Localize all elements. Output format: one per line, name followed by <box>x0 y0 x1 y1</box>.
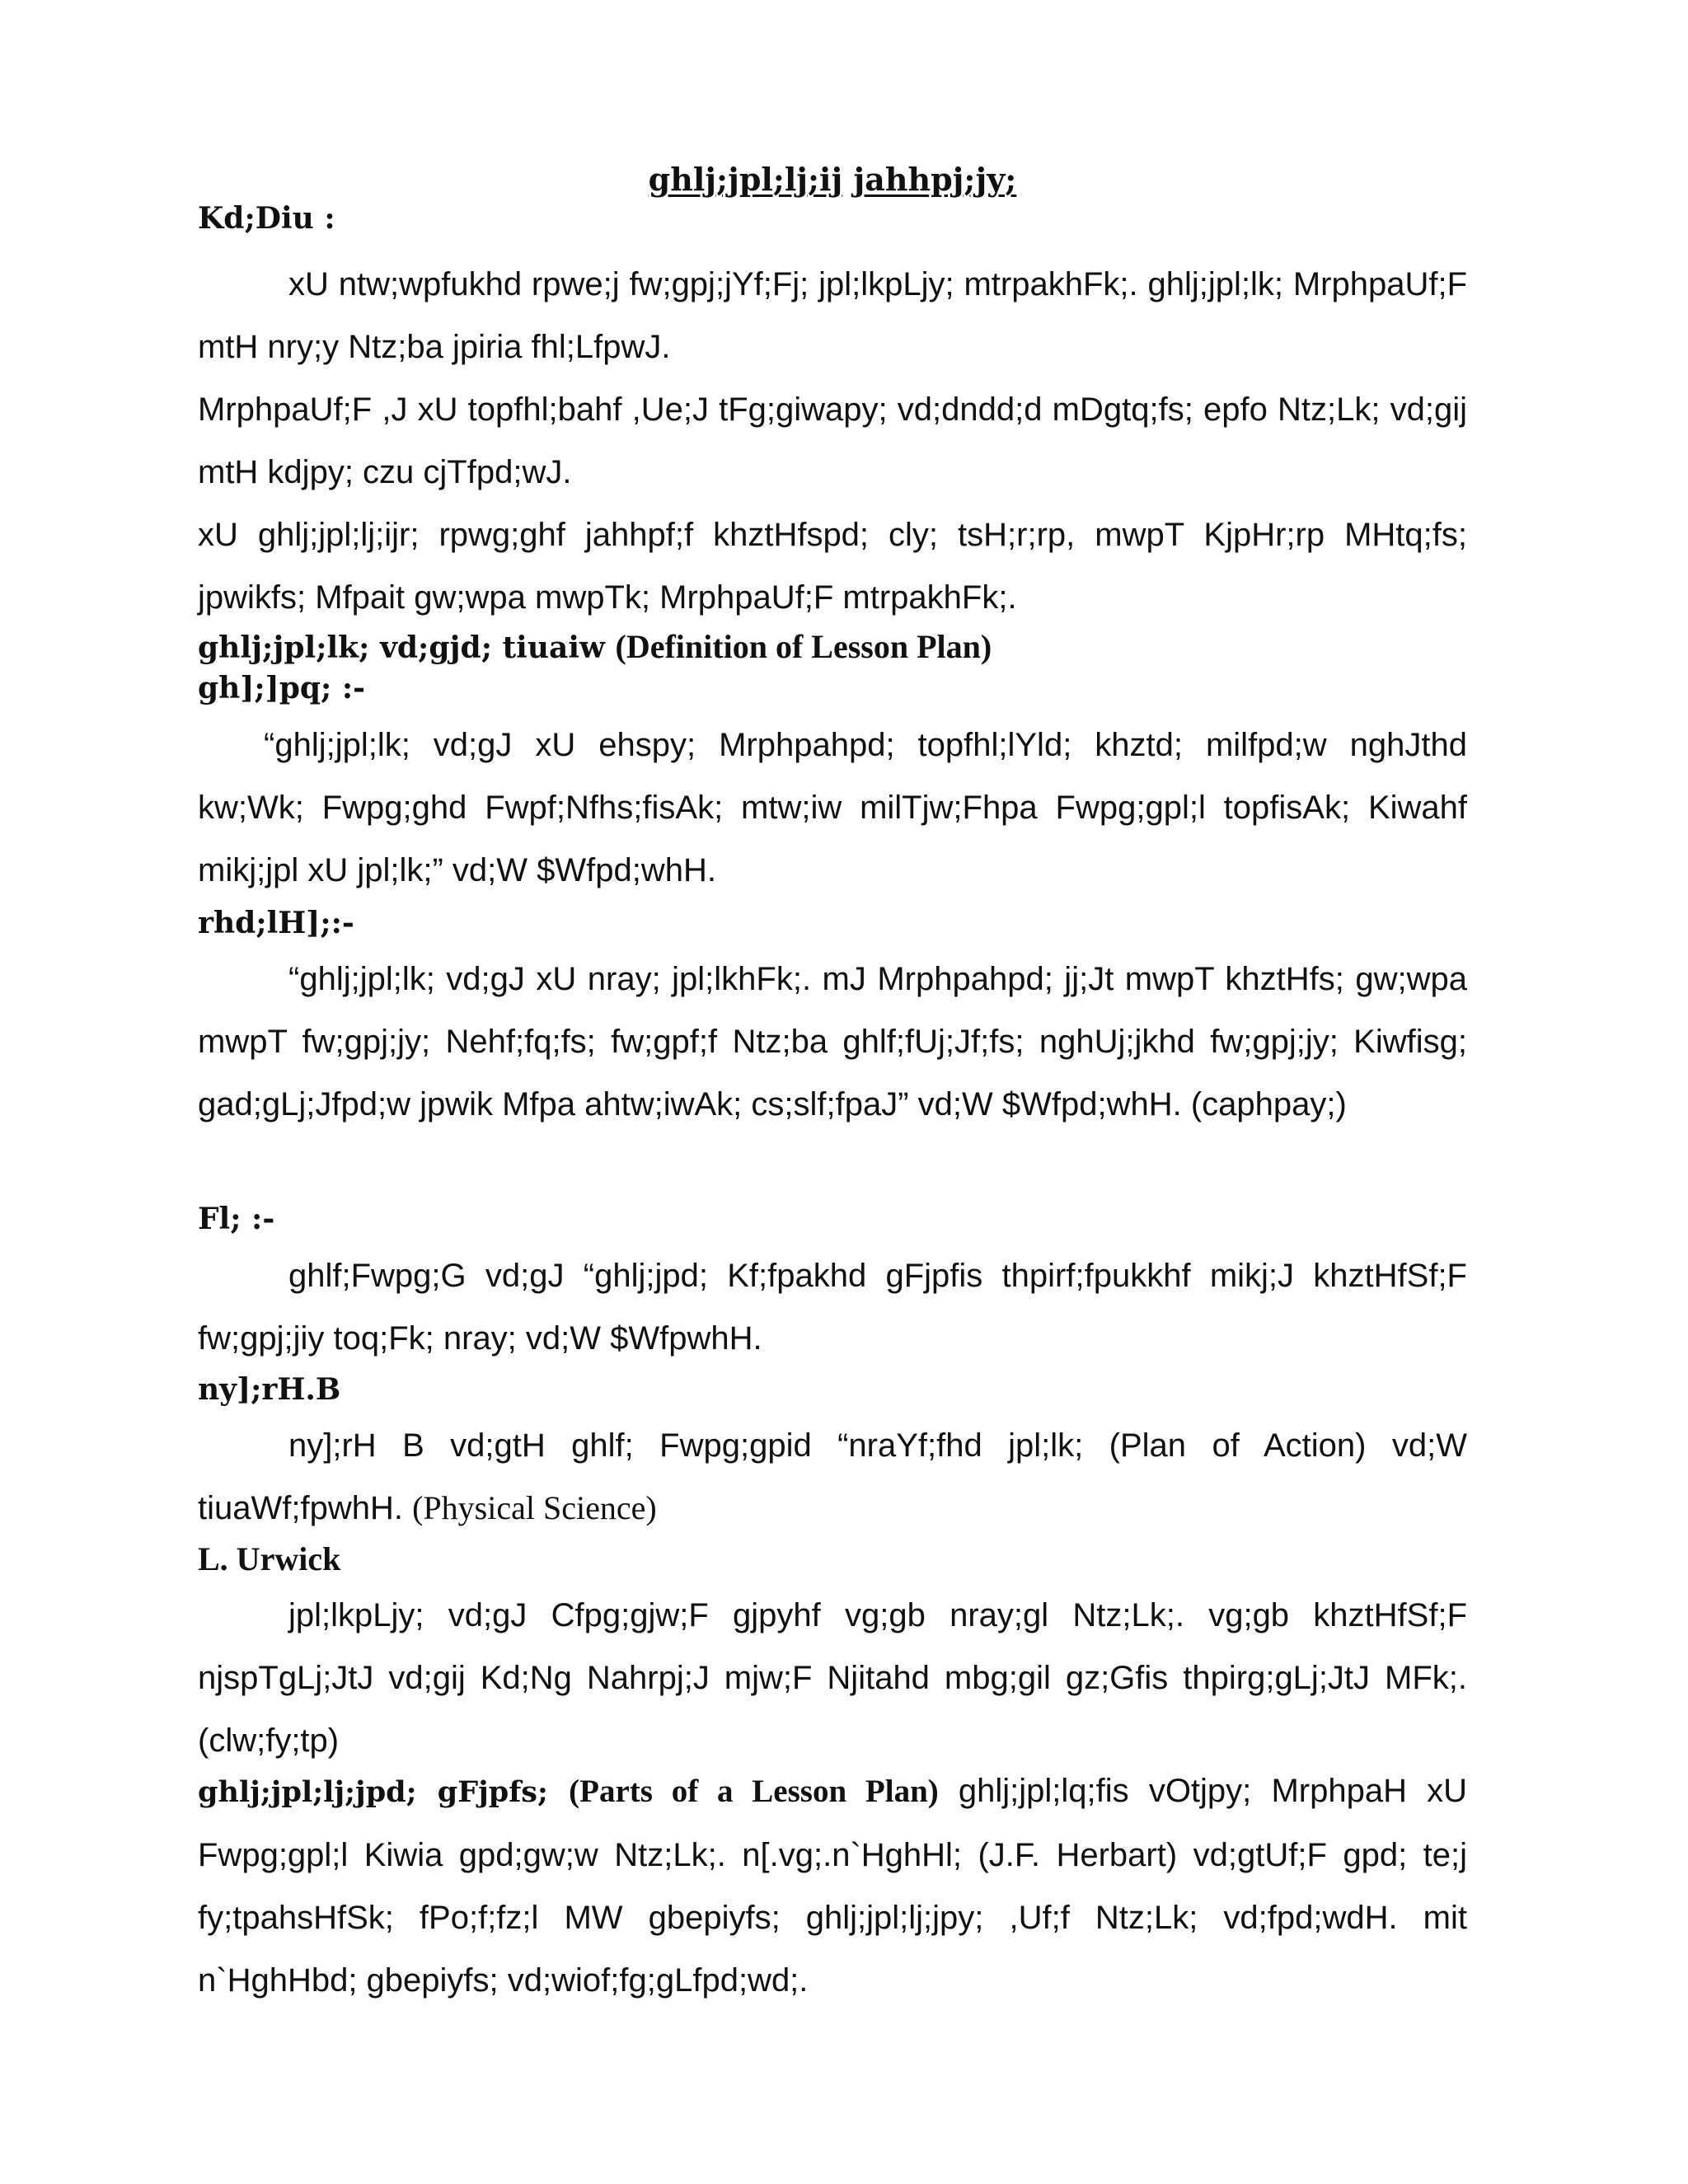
intro-paragraph-1: xU ntw;wpfukhd rpwe;j fw;gpj;jYf;Fj; jpl;lkpLjy; mtrpakhFk;. ghlj;jpl;lk; MrphpaUf;F mtH nry;y Ntz;ba jpiria fhl;LfpwJ. <box>198 266 1467 365</box>
intro-heading: Kd;Diu : <box>198 201 335 236</box>
lesson-plan-parts-paragraph <box>198 1760 1467 2012</box>
definition-text-4-body: ny];rH B vd;gtH ghlf; Fwpg;gpid “nraYf;fhd jpl;lk; (Plan of Action) vd;W tiuaWf;fpwhH. <box>198 1427 1467 1526</box>
definition-heading-tamil: ghlj;jpl;lk; vd;gjd; tiuaiw <box>198 630 616 665</box>
parts-text: ghlj;jpl;lq;fis vOtjpy; MrphpaH xU Fwpg;gpl;l Kiwia gpd;gw;w Ntz;Lk;. n[.vg;.n`HghHl; (J.F. Herbart) vd;gtUf;F gpd; te;j fy;tpahsHfSk; fPo;f;fz;l MW gbepiyfs; ghlj;jpl;lj;jpy; ,Uf;f Ntz;Lk; vd;fpd;wdH. mit n`HghHbd; gbepiyfs; vd;wiof;fg;gLfpd;wd;. <box>198 1773 1467 1999</box>
definition-text-4 <box>198 1414 1467 1540</box>
definition-text-5: jpl;lkpLjy; vd;gJ Cfpg;gjw;F gjpyhf vg;gb nray;gl Ntz;Lk;. vg;gb khztHfSf;F njspTgLj;JtJ vd;gij Kd;Ng Nahrpj;J mjw;F Njitahd mbg;gil gz;Gfis thpirg;gLj;JtJ MFk;. (clw;fy;tp) <box>198 1597 1467 1759</box>
definition-text-2: “ghlj;jpl;lk; vd;gJ xU nray; jpl;lkhFk;. mJ Mrphpahpd; jj;Jt mwpT khztHfs; gw;wpa mwpT fw;gpj;jy; Nehf;fq;fs; fw;gpf;f Ntz;ba ghlf;fUj;Jf;fs; nghUj;jkhd fw;gpj;jy; Kiwfisg; gad;gLj;Jfpd;w jpwik Mfpa ahtw;iwAk; cs;slf;fpaJ” vd;W $Wfpd;whH. (caphpay;) <box>198 961 1467 1122</box>
definition-author-5: L. Urwick <box>198 1540 341 1577</box>
definition-text-1: “ghlj;jpl;lk; vd;gJ xU ehspy; Mrphpahpd; topfhl;lYld; khztd; milfpd;w nghJthd kw;Wk; Fwpg;ghd Fwpf;Nfhs;fisAk; mtw;iw milTjw;Fhpa Fwpg;gpl;l topfisAk; Kiwahf mikj;jpl xU jpl;lk;” vd;W $Wfpd;whH. <box>198 727 1467 888</box>
intro-paragraph-2: MrphpaUf;F ,J xU topfhl;bahf ,Ue;J tFg;giwapy; vd;dndd;d mDgtq;fs; epfo Ntz;Lk; vd;gij mtH kdjpy; czu cjTfpd;wJ. <box>198 391 1467 490</box>
definition-text-4-source: (Physical Science) <box>412 1489 657 1526</box>
parts-heading-tamil: ghlj;jpl;lj;jpd; gFjpfs; <box>198 1775 570 1809</box>
title-part-2: jahhpj;jy; <box>853 161 1017 198</box>
parts-heading-english: (Parts of a Lesson Plan) <box>569 1774 939 1809</box>
definition-author-2: rhd;lH];:- <box>198 906 354 940</box>
title-part-1: ghlj;jpl;lj;ij <box>648 161 843 198</box>
page-title <box>198 159 1467 200</box>
definition-author-1: gh];]pq; :- <box>198 671 366 705</box>
definition-text-3: ghlf;Fwpg;G vd;gJ “ghlj;jpd; Kf;fpakhd gFjpfis thpirf;fpukkhf mikj;J khztHfSf;F fw;gpj;jiy toq;Fk; nray; vd;W $WfpwhH. <box>198 1258 1467 1357</box>
intro-paragraph-3: xU ghlj;jpl;lj;ijr; rpwg;ghf jahhpf;f khztHfspd; cly; tsH;r;rp, mwpT KjpHr;rp MHtq;fs; jpwikfs; Mfpait gw;wpa mwpTk; MrphpaUf;F mtrpakhFk;. <box>198 517 1467 616</box>
definition-heading-english: (Definition of Lesson Plan) <box>615 628 992 665</box>
definition-heading <box>198 628 992 667</box>
definition-author-3: Fl; :- <box>198 1202 275 1236</box>
definition-author-4: ny];rH.B <box>198 1372 341 1407</box>
